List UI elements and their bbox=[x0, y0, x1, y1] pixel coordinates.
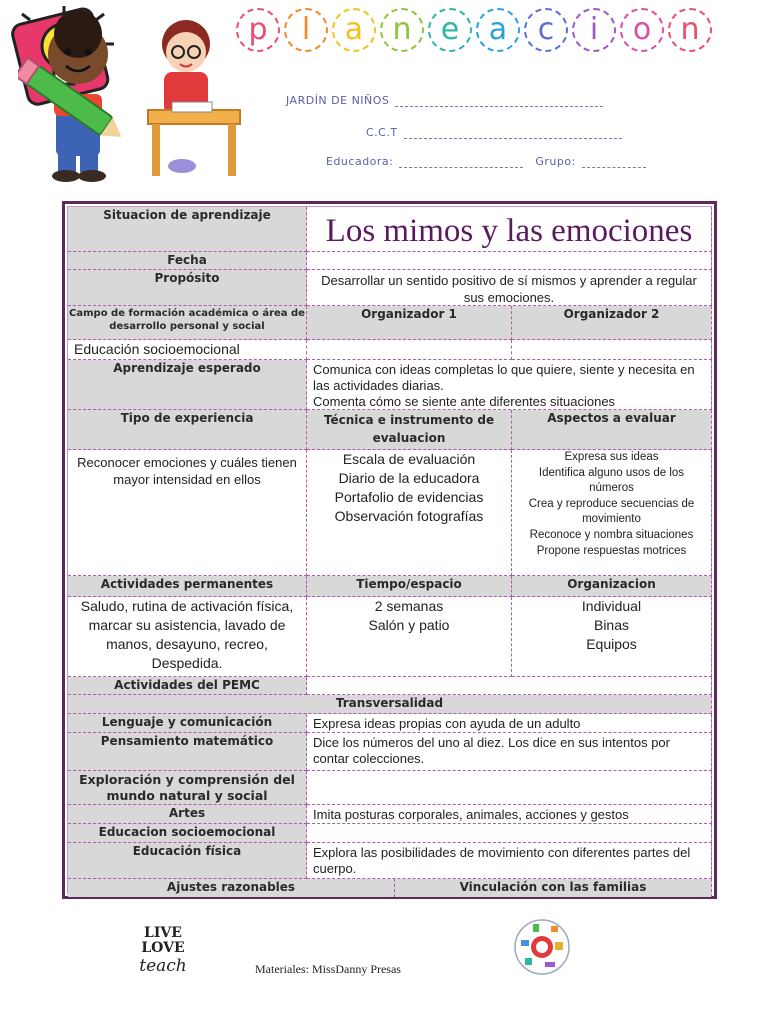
cct-field[interactable] bbox=[366, 126, 622, 139]
aspecto-item: Propone respuestas motrices bbox=[536, 544, 687, 557]
lenguaje-value[interactable]: Expresa ideas propias con ayuda de un adulto bbox=[307, 714, 712, 733]
campo-value[interactable]: Educación socioemocional bbox=[68, 340, 307, 360]
socioemocional-value[interactable] bbox=[307, 824, 712, 843]
vinculacion-label: Vinculación con las familias bbox=[395, 879, 712, 897]
live-love-teach-logo bbox=[128, 926, 198, 988]
planning-table bbox=[62, 201, 717, 899]
boy-with-pencil-illustration bbox=[18, 8, 136, 183]
tiempo-value[interactable] bbox=[307, 597, 512, 677]
fecha-label: Fecha bbox=[68, 252, 307, 270]
situacion-value[interactable]: Los mimos y las emociones bbox=[307, 207, 712, 252]
title-letter: i bbox=[572, 8, 616, 52]
tipo-experiencia-value[interactable]: Reconocer emociones y cuáles tienen mayor intensidad en ellos bbox=[68, 450, 307, 576]
artes-label: Artes bbox=[68, 805, 307, 824]
tiempo-label: Tiempo/espacio bbox=[307, 576, 512, 597]
aspectos-label: Aspectos a evaluar bbox=[512, 410, 712, 450]
aspecto-item: Reconoce y nombra situaciones bbox=[529, 528, 694, 541]
logo-word-teach: teach bbox=[139, 956, 187, 976]
jardin-field[interactable] bbox=[286, 94, 603, 107]
actividades-label: Actividades permanentes bbox=[68, 576, 307, 597]
actividades-value[interactable]: Saludo, rutina de activación física, marcar su asistencia, lavado de manos, desayuno, recreo, Despedida. bbox=[68, 597, 307, 677]
transversalidad-label: Transversalidad bbox=[68, 695, 712, 714]
tipo-experiencia-label: Tipo de experiencia bbox=[68, 410, 307, 450]
aspecto-item: Crea y reproduce secuencias de movimiento bbox=[528, 497, 695, 526]
proposito-value[interactable]: Desarrollar un sentido positivo de sí mismos y aprender a regular sus emociones. bbox=[307, 270, 712, 306]
organizacion-value[interactable] bbox=[512, 597, 712, 677]
fecha-value[interactable] bbox=[307, 252, 712, 270]
organizador2-label: Organizador 2 bbox=[512, 306, 712, 340]
tecnica-item: Diario de la educadora bbox=[338, 470, 480, 486]
aspecto-item: Identifica alguno usos de los números bbox=[538, 466, 685, 495]
title-letter: n bbox=[668, 8, 712, 52]
tecnica-value[interactable] bbox=[307, 450, 512, 576]
title-letter: a bbox=[476, 8, 520, 52]
aspectos-value[interactable] bbox=[512, 450, 712, 576]
planeacion-title bbox=[236, 8, 736, 56]
tiempo-item: 2 semanas bbox=[374, 598, 444, 614]
tecnica-item: Escala de evaluación bbox=[342, 451, 476, 467]
tecnica-item: Portafolio de evidencias bbox=[334, 489, 484, 505]
educadora-grupo-field[interactable] bbox=[326, 155, 646, 168]
pensamiento-value[interactable]: Dice los números del uno al diez. Los dice en sus intentos por contar colecciones. bbox=[307, 733, 712, 771]
organizacion-item: Binas bbox=[593, 617, 630, 633]
title-letter: n bbox=[380, 8, 424, 52]
situacion-label: Situacion de aprendizaje bbox=[68, 207, 307, 252]
organizador1-label: Organizador 1 bbox=[307, 306, 512, 340]
lenguaje-label: Lenguaje y comunicación bbox=[68, 714, 307, 733]
title-letter: c bbox=[524, 8, 568, 52]
educacion-fisica-label: Educación física bbox=[68, 843, 307, 879]
organizacion-item: Equipos bbox=[586, 636, 637, 652]
title-letter: e bbox=[428, 8, 472, 52]
school-supplies-badge-icon bbox=[513, 918, 571, 976]
logo-word-love: LOVE bbox=[141, 940, 185, 956]
socioemocional-label: Educacion socioemocional bbox=[68, 824, 307, 843]
aspecto-item: Expresa sus ideas bbox=[564, 451, 659, 463]
title-letter: a bbox=[332, 8, 376, 52]
educadora-label: Educadora: bbox=[326, 155, 394, 168]
materiales-credit: Materiales: MissDanny Presas bbox=[255, 962, 401, 976]
pemc-label: Actividades del PEMC bbox=[68, 677, 307, 695]
pensamiento-label: Pensamiento matemático bbox=[68, 733, 307, 771]
aprendizaje-label: Aprendizaje esperado bbox=[68, 360, 307, 410]
organizacion-item: Individual bbox=[581, 598, 642, 614]
pemc-value[interactable] bbox=[307, 677, 712, 695]
exploracion-label: Exploración y comprensión del mundo natural y social bbox=[68, 771, 307, 805]
grupo-label: Grupo: bbox=[535, 155, 576, 168]
tecnica-label: Técnica e instrumento de evaluacion bbox=[307, 410, 512, 450]
exploracion-value[interactable] bbox=[307, 771, 712, 805]
organizador2-value[interactable] bbox=[512, 340, 712, 360]
campo-label: Campo de formación académica o área de desarrollo personal y social bbox=[68, 306, 307, 340]
educacion-fisica-value[interactable]: Explora las posibilidades de movimiento con diferentes partes del cuerpo. bbox=[307, 843, 712, 879]
jardin-label: JARDÍN DE NIÑOS bbox=[286, 94, 390, 107]
ajustes-label: Ajustes razonables bbox=[68, 879, 395, 897]
logo-word-live: LIVE bbox=[144, 925, 182, 941]
title-letter: p bbox=[236, 8, 280, 52]
tiempo-item: Salón y patio bbox=[368, 617, 450, 633]
aprendizaje-value[interactable] bbox=[307, 360, 712, 410]
cct-label: C.C.T bbox=[366, 126, 398, 139]
artes-value[interactable]: Imita posturas corporales, animales, acciones y gestos bbox=[307, 805, 712, 824]
title-letter: l bbox=[284, 8, 328, 52]
title-letter: o bbox=[620, 8, 664, 52]
girl-at-desk-illustration bbox=[134, 14, 246, 179]
proposito-label: Propósito bbox=[68, 270, 307, 306]
organizador1-value[interactable] bbox=[307, 340, 512, 360]
aprendizaje-line-1: Comunica con ideas completas lo que quiere, siente y necesita en las actividades diarias. bbox=[313, 362, 695, 393]
organizacion-label: Organizacion bbox=[512, 576, 712, 597]
aprendizaje-line-2: Comenta cómo se siente ante diferentes situaciones bbox=[313, 394, 616, 409]
tecnica-item: Observación fotografías bbox=[334, 508, 484, 524]
